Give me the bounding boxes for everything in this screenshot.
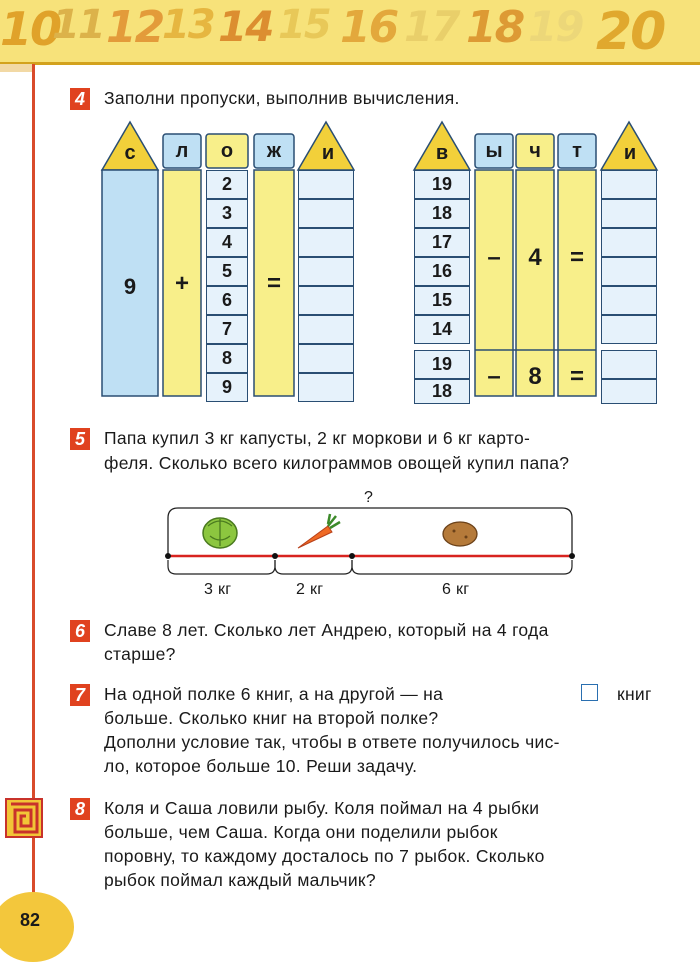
answer-cell[interactable] [298, 170, 354, 199]
minuend-cell: 16 [414, 257, 470, 286]
number-banner [0, 0, 700, 65]
label-2kg: 2 кг [296, 581, 324, 598]
subtrahend-four: 4 [528, 244, 542, 271]
answer-cell[interactable] [298, 257, 354, 286]
banner-number: 10 [0, 2, 61, 56]
task6-line1: Славе 8 лет. Сколько лет Андрею, который на 4 года [104, 620, 549, 640]
banner-number: 16 [340, 2, 398, 53]
task7-line2: больше. Сколько книг на второй полке? [104, 708, 439, 728]
question-mark: ? [364, 489, 374, 506]
answer-cell[interactable] [601, 199, 657, 228]
addend-cell: 3 [206, 199, 248, 228]
equals-sign: = [266, 270, 281, 297]
label-6kg: 6 кг [442, 581, 470, 598]
task-number-8: 8 [70, 798, 90, 820]
banner-number: 19 [528, 2, 583, 51]
letter-zh: ж [266, 140, 282, 162]
task-number-6: 6 [70, 620, 90, 642]
banner-number: 13 [162, 2, 214, 48]
letter-v: в [435, 142, 449, 164]
answer-cell[interactable] [601, 350, 657, 379]
letter-ch: ч [529, 140, 541, 162]
task8-line3: поровну, то каждому досталось по 7 рыбок. Сколько [104, 846, 545, 866]
letter-y: ы [485, 140, 503, 162]
banner-number: 18 [466, 2, 524, 53]
answer-cell[interactable] [298, 373, 354, 402]
answer-cell[interactable] [298, 286, 354, 315]
blank-box[interactable] [581, 684, 598, 701]
task5-line2: феля. Сколько всего килограммов овощей купил папа? [104, 453, 570, 473]
margin-rule [32, 64, 35, 894]
letter-t: т [572, 140, 582, 162]
minuend-cell: 19 [414, 350, 470, 379]
banner-number: 17 [404, 2, 459, 51]
label-3kg: 3 кг [204, 581, 232, 598]
answer-cell[interactable] [601, 315, 657, 344]
minus-sign: – [487, 244, 501, 271]
addend-cell: 2 [206, 170, 248, 199]
potato-icon [443, 522, 477, 546]
page-number: 82 [19, 910, 41, 930]
banner-number: 20 [596, 2, 665, 62]
minus-sign: – [487, 363, 501, 390]
letter-l: л [175, 140, 189, 162]
task8-line1: Коля и Саша ловили рыбу. Коля поймал на 4 рыбки [104, 798, 540, 818]
task7-line1: На одной полке 6 книг, а на другой — на [104, 684, 444, 704]
answer-cell[interactable] [601, 228, 657, 257]
letter-i: и [321, 142, 335, 164]
answer-cell[interactable] [601, 286, 657, 315]
banner-number: 15 [278, 2, 330, 48]
addend-cell: 5 [206, 257, 248, 286]
equals-sign: = [569, 363, 584, 390]
task5-line1: Папа купил 3 кг капусты, 2 кг моркови и 6 кг карто- [104, 428, 531, 448]
answer-cell[interactable] [298, 344, 354, 373]
answer-cell[interactable] [298, 199, 354, 228]
addend-nine: 9 [123, 274, 137, 299]
answer-cell[interactable] [601, 257, 657, 286]
task6-line2: старше? [104, 644, 176, 664]
addend-cell: 7 [206, 315, 248, 344]
answer-cell[interactable] [601, 379, 657, 404]
task7-line4: ло, которое больше 10. Реши задачу. [104, 756, 418, 776]
task8-line4: рыбок поймал каждый мальчик? [104, 870, 376, 890]
banner-number: 14 [218, 2, 273, 51]
task-number-7: 7 [70, 684, 90, 706]
task-number-5: 5 [70, 428, 90, 450]
carrot-icon [298, 514, 340, 548]
addend-cell: 4 [206, 228, 248, 257]
minuend-cell: 18 [414, 199, 470, 228]
minuend-cell: 17 [414, 228, 470, 257]
addend-cell: 9 [206, 373, 248, 402]
subtrahend-eight: 8 [528, 363, 542, 390]
minuend-cell: 18 [414, 379, 470, 404]
margin-strip [0, 64, 32, 72]
spiral-icon [5, 798, 43, 838]
minuend-cell: 14 [414, 315, 470, 344]
task7-line3: Дополни условие так, чтобы в ответе получилось чис- [104, 732, 560, 752]
letter-o: о [220, 140, 234, 162]
vegetables-diagram [160, 504, 580, 584]
answer-cell[interactable] [601, 170, 657, 199]
plus-sign: + [174, 270, 189, 297]
letter-s: с [124, 142, 136, 164]
answer-cell[interactable] [298, 228, 354, 257]
task7-line1-end: книг [617, 684, 652, 704]
task-number-4: 4 [70, 88, 90, 110]
minuend-cell: 15 [414, 286, 470, 315]
banner-number: 11 [52, 2, 104, 48]
task8-line2: больше, чем Саша. Когда они поделили рыбок [104, 822, 498, 842]
letter-i2: и [623, 142, 637, 164]
task4-text: Заполни пропуски, выполнив вычисления. [104, 88, 460, 108]
addend-cell: 8 [206, 344, 248, 373]
banner-number: 12 [106, 2, 164, 53]
equals-sign: = [569, 244, 584, 271]
addend-cell: 6 [206, 286, 248, 315]
cabbage-icon [203, 518, 237, 548]
answer-cell[interactable] [298, 315, 354, 344]
minuend-cell: 19 [414, 170, 470, 199]
